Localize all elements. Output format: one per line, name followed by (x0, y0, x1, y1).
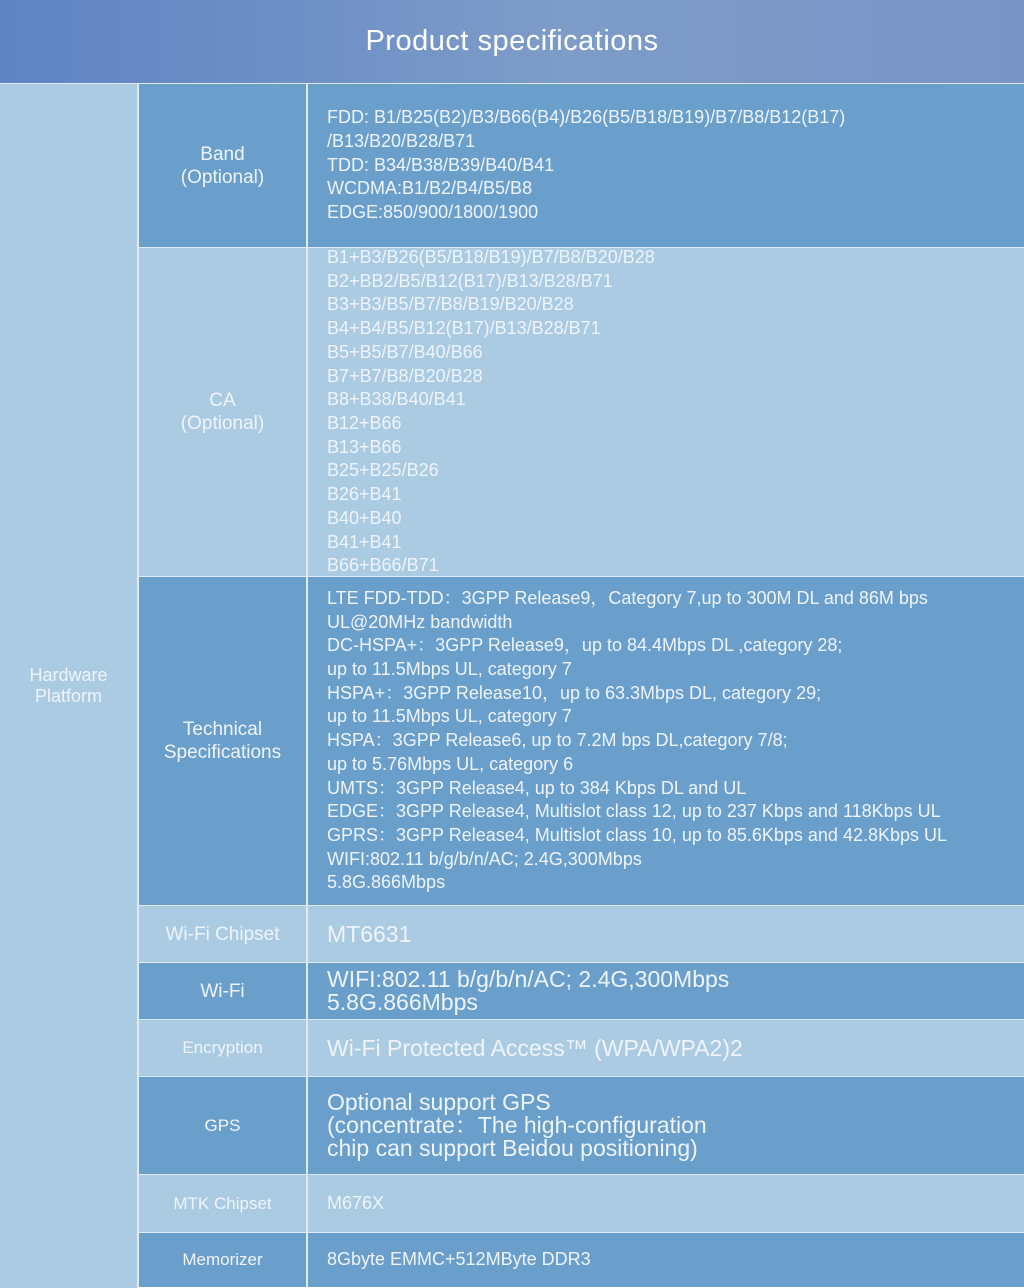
spec-row-wifi (139, 962, 1024, 1019)
spec-value (308, 1020, 1024, 1076)
spec-row-gps (139, 1076, 1024, 1174)
spec-row-technical-specifications (139, 576, 1024, 905)
spec-value-line: B12+B66 (327, 413, 402, 433)
spec-label (139, 1020, 308, 1076)
spec-value-line: WIFI:802.11 b/g/b/n/AC; 2.4G,300Mbps (327, 848, 642, 869)
spec-value-line: B66+B66/B71 (327, 555, 439, 576)
spec-value (308, 1175, 1024, 1232)
spec-label-line: Wi-Fi (200, 980, 245, 1002)
spec-label-group (182, 1249, 262, 1271)
spec-value-line: B7+B7/B8/B20/B28 (327, 365, 483, 386)
spec-value-line: B25+B25/B26 (327, 460, 439, 481)
section-label: Hardware (29, 665, 108, 685)
section-hardware-platform (0, 83, 139, 1288)
spec-value-line: EDGE:850/900/1800/1900 (327, 202, 539, 223)
spec-value-line: Wi-Fi Protected Access™ (WPA/WPA2)2 (327, 1034, 743, 1061)
spec-label (139, 248, 308, 576)
spec-value-line: up to 5.76Mbps UL, category 6 (327, 753, 574, 774)
spec-label-line: Wi-Fi Chipset (165, 923, 280, 945)
spec-value-line: B3+B3/B5/B7/B8/B19/B20/B28 (327, 294, 574, 315)
spec-label-group (165, 923, 279, 946)
spec-value-line: up to 11.5Mbps UL, category 7 (327, 706, 572, 727)
section-label-group (29, 665, 107, 707)
spec-label-line: Technical (182, 719, 263, 740)
spec-value-line: B40+B40 (327, 507, 402, 528)
spec-label-group (182, 1037, 262, 1059)
spec-label (139, 1233, 308, 1287)
spec-label-line: Encryption (182, 1038, 263, 1057)
spec-table (0, 83, 1024, 1288)
spec-label-group (200, 980, 244, 1003)
spec-row-mtk-chipset (139, 1174, 1024, 1232)
spec-value (308, 577, 1024, 905)
spec-value-line: B2+BB2/B5/B12(B17)/B13/B28/B71 (327, 270, 613, 291)
spec-label-group (164, 718, 281, 764)
spec-label-line: MTK Chipset (173, 1193, 272, 1213)
spec-value-line: FDD: B1/B25(B2)/B3/B66(B4)/B26(B5/B18/B19)/B7/B8/B12(B17) (327, 107, 846, 128)
spec-label-line: (Optional) (180, 413, 265, 434)
page-title: Product specifications (0, 0, 1024, 83)
spec-row-encryption (139, 1019, 1024, 1076)
spec-label-line: GPS (204, 1115, 241, 1135)
spec-label-group (181, 143, 264, 189)
spec-label-group (181, 389, 264, 435)
spec-value-line: 5.8G.866Mbps (327, 989, 478, 1015)
spec-label (139, 1077, 308, 1174)
spec-value (308, 1077, 1024, 1174)
spec-row-band (139, 83, 1024, 247)
spec-value-line: EDGE：3GPP Release4, Multislot class 12, up to 237 Kbps and 118Kbps UL (327, 801, 941, 822)
spec-value-line: B5+B5/B7/B40/B66 (327, 341, 483, 362)
spec-value (308, 963, 1024, 1019)
spec-value-line: HSPA+：3GPP Release10，up to 63.3Mbps DL, category 29; (327, 682, 822, 703)
spec-row-wifi-chipset (139, 905, 1024, 962)
spec-label-line: Memorizer (182, 1250, 263, 1269)
spec-value-line: (concentrate：The high-configuration (327, 1112, 707, 1138)
spec-value (308, 906, 1024, 962)
spec-value-line: LTE FDD-TDD：3GPP Release9，Category 7,up to 300M DL and 86M bps (327, 587, 928, 608)
spec-value-line: 5.8G.866Mbps (327, 872, 446, 893)
spec-value-line: B8+B38/B40/B41 (327, 389, 466, 410)
spec-label (139, 963, 308, 1019)
spec-value-line: chip can support Beidou positioning) (327, 1135, 698, 1161)
spec-value-line: MT6631 (327, 920, 412, 947)
spec-value-line: HSPA：3GPP Release6, up to 7.2M bps DL,category 7/8; (327, 730, 788, 751)
spec-label-line: Band (200, 143, 245, 165)
spec-value-line: B1+B3/B26(B5/B18/B19)/B7/B8/B20/B28 (327, 247, 655, 268)
spec-value-line: 8Gbyte EMMC+512MByte DDR3 (327, 1249, 591, 1270)
spec-rows (139, 83, 1024, 1288)
spec-value-line: M676X (327, 1192, 385, 1213)
spec-label-group (173, 1193, 271, 1215)
spec-value (308, 248, 1024, 576)
spec-value-line: Optional support GPS (327, 1089, 551, 1115)
spec-value-line: B13+B66 (327, 436, 402, 457)
spec-label (139, 577, 308, 905)
spec-label-line: (Optional) (180, 166, 265, 188)
spec-value-line: B41+B41 (327, 531, 402, 552)
spec-row-ca (139, 247, 1024, 576)
spec-label-line: Specifications (163, 742, 282, 763)
spec-value-line: TDD: B34/B38/B39/B40/B41 (327, 154, 555, 175)
spec-value (308, 84, 1024, 247)
spec-value-line: UL@20MHz bandwidth (327, 611, 513, 632)
spec-label-line: CA (209, 390, 236, 411)
spec-value-line: B26+B41 (327, 484, 402, 505)
spec-value-line: DC-HSPA+：3GPP Release9，up to 84.4Mbps DL ,category 28; (327, 635, 843, 656)
section-label: Platform (34, 686, 103, 706)
spec-value (308, 1233, 1024, 1287)
spec-label (139, 84, 308, 247)
spec-value-line: WCDMA:B1/B2/B4/B5/B8 (327, 178, 533, 199)
spec-value-line: WIFI:802.11 b/g/b/n/AC; 2.4G,300Mbps (327, 966, 730, 992)
spec-row-memorizer (139, 1232, 1024, 1287)
spec-value-line: up to 11.5Mbps UL, category 7 (327, 659, 572, 680)
spec-label (139, 906, 308, 962)
spec-value-line: /B13/B20/B28/B71 (327, 130, 476, 151)
spec-value-line: GPRS：3GPP Release4, Multislot class 10, up to 85.6Kbps and 42.8Kbps UL (327, 824, 948, 845)
spec-label-group (205, 1115, 241, 1137)
spec-value-line: UMTS：3GPP Release4, up to 384 Kbps DL and UL (327, 777, 747, 798)
spec-label (139, 1175, 308, 1232)
spec-value-line: B4+B4/B5/B12(B17)/B13/B28/B71 (327, 318, 601, 339)
